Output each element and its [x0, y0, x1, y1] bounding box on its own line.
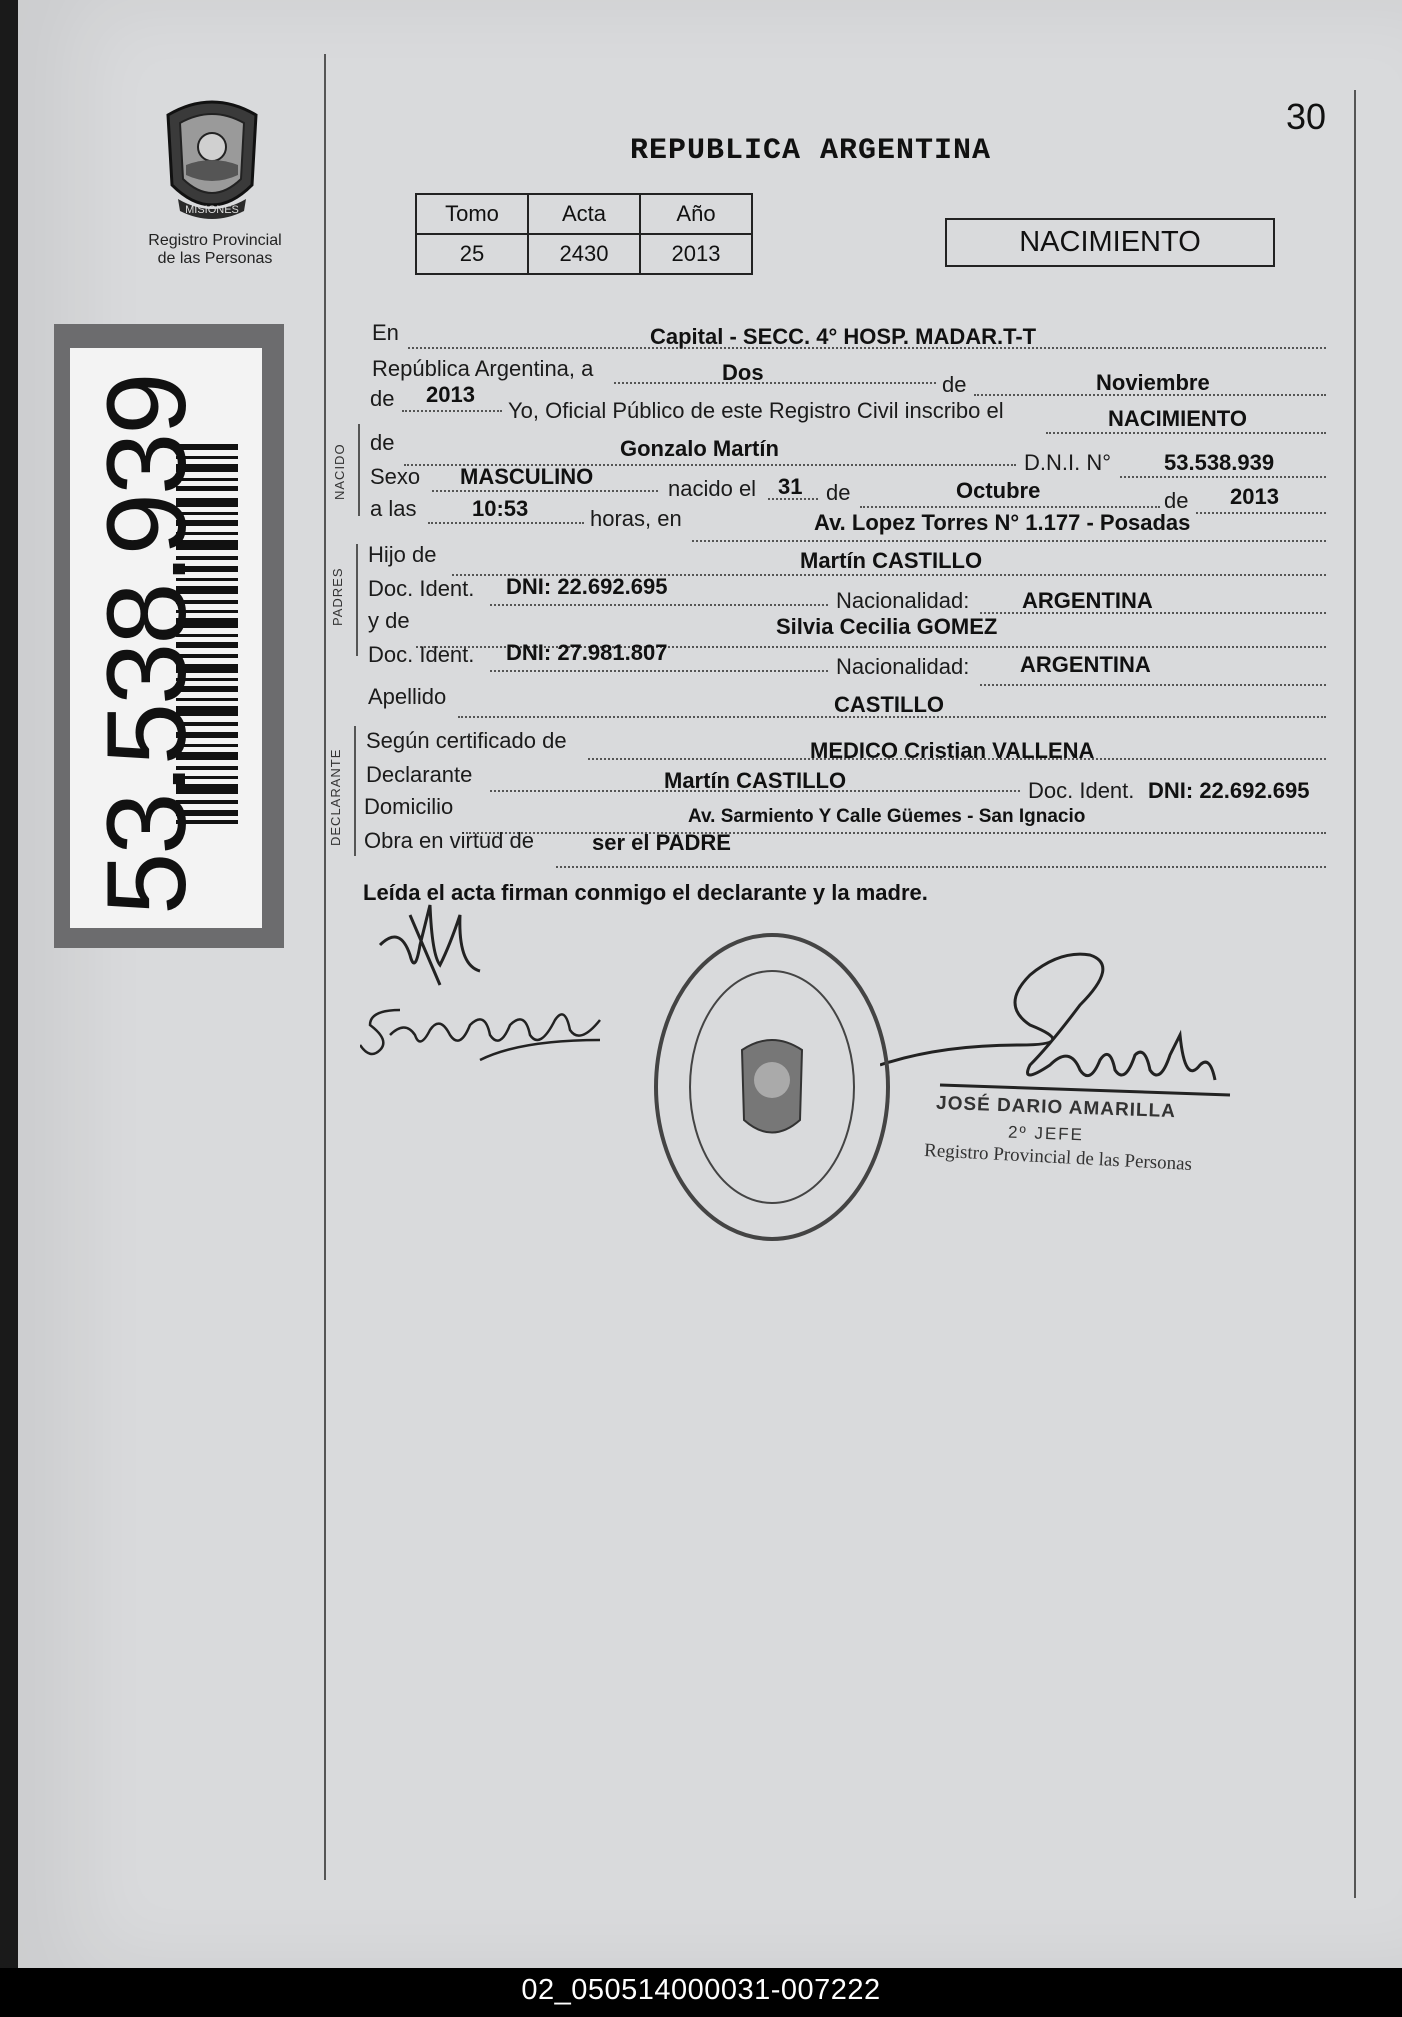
- record-type-box: NACIMIENTO: [945, 218, 1275, 267]
- logo-caption-line2: de las Personas: [157, 250, 273, 267]
- apellido-value: CASTILLO: [834, 692, 944, 717]
- doc1-label: Doc. Ident.: [368, 576, 475, 601]
- inscribo-dotted-line: [1046, 432, 1326, 434]
- mother-doc-value: DNI: 27.981.807: [506, 640, 668, 665]
- dni-label: D.N.I. N°: [1024, 450, 1112, 475]
- declarante-value: Martín CASTILLO: [664, 768, 847, 793]
- official-role: 2º JEFE: [1007, 1122, 1085, 1145]
- en-value: Capital - SECC. 4° HOSP. MADAR.T-T: [650, 324, 1037, 349]
- certificate-value: MEDICO Cristian VALLENA: [810, 738, 1095, 763]
- logo-misiones-lettering: MISIONES: [185, 204, 239, 216]
- declarante-doc-value: DNI: 22.692.695: [1148, 778, 1310, 803]
- intro-year-value: 2013: [426, 382, 475, 407]
- first-signature: [370, 885, 520, 995]
- child-name-value: Gonzalo Martín: [620, 436, 779, 461]
- section-rule-padres: [356, 544, 358, 656]
- declarante-label: Declarante: [366, 762, 473, 787]
- inscribo-value: NACIMIENTO: [1108, 406, 1247, 431]
- father-nationality-value: ARGENTINA: [1022, 588, 1153, 613]
- father-doc-value: DNI: 22.692.695: [506, 574, 668, 599]
- domicilio-value: Av. Sarmiento Y Calle Güemes - San Ignacio: [688, 806, 1086, 827]
- obra-dotted-line: [556, 866, 1326, 868]
- section-label-nacido: NACIDO: [332, 443, 347, 500]
- obra-label: Obra en virtud de: [364, 828, 534, 853]
- record-header-tomo: Tomo: [416, 194, 528, 234]
- record-table-header-row: [416, 194, 752, 234]
- intro-de2-label: de: [370, 386, 395, 411]
- official-name: JOSÉ DARIO AMARILLA: [935, 1092, 1177, 1123]
- official-stamp: [650, 930, 895, 1245]
- scan-footer-code: 02_050514000031-007222: [521, 1974, 881, 2006]
- horas-label: horas, en: [590, 506, 682, 531]
- record-value-acta: 2430: [528, 234, 640, 274]
- intro-day-value: Dos: [722, 360, 764, 385]
- apellido-label: Apellido: [368, 684, 447, 709]
- record-value-anio: 2013: [640, 234, 752, 274]
- logo-caption: [140, 232, 290, 268]
- father-name-value: Martín CASTILLO: [800, 548, 983, 573]
- domicilio-label: Domicilio: [364, 794, 454, 819]
- section-label-declarante: DECLARANTE: [328, 748, 343, 846]
- section-label-padres: PADRES: [330, 567, 345, 626]
- place-dotted-line: [692, 540, 1326, 542]
- logo-caption-line1: Registro Provincial: [148, 232, 282, 249]
- birth-month-dotted-line: [860, 506, 1160, 508]
- nac2-label: Nacionalidad:: [836, 654, 970, 679]
- decl-doc-label: Doc. Ident.: [1028, 778, 1135, 803]
- doc2-dotted-line: [490, 670, 828, 672]
- birth-month-value: Octubre: [956, 478, 1041, 503]
- hijo-label: Hijo de: [368, 542, 437, 567]
- intro-de-label: de: [942, 372, 967, 397]
- sexo-value: MASCULINO: [460, 464, 594, 489]
- nac1-label: Nacionalidad:: [836, 588, 970, 613]
- record-header-anio: Año: [640, 194, 752, 234]
- section-rule-declarante: [354, 726, 356, 856]
- birth-de2-label: de: [1164, 488, 1189, 513]
- cert-label: Según certificado de: [366, 728, 567, 753]
- official-signature: [880, 945, 1240, 1120]
- record-table: [415, 193, 753, 275]
- intro-month-value: Noviembre: [1096, 370, 1210, 395]
- alas-label: a las: [370, 496, 417, 521]
- dni-dotted-line: [1120, 476, 1326, 478]
- oficial-text: Yo, Oficial Público de este Registro Civil inscribo el: [508, 398, 1004, 423]
- section-rule-nacido: [358, 424, 360, 516]
- nacido-de-label: de: [370, 430, 395, 455]
- year-dotted-line: [402, 410, 502, 412]
- nac2-dotted-line: [980, 684, 1326, 686]
- time-dotted-line: [428, 522, 584, 524]
- day-dotted-line: [614, 382, 936, 384]
- sexo-label: Sexo: [370, 464, 421, 489]
- mother-name-value: Silvia Cecilia GOMEZ: [776, 614, 998, 639]
- en-label: En: [372, 320, 399, 345]
- record-header-acta: Acta: [528, 194, 640, 234]
- record-table-value-row: [416, 234, 752, 274]
- republica-label: República Argentina, a: [372, 356, 594, 381]
- second-signature: [360, 990, 620, 1080]
- birth-time-value: 10:53: [472, 496, 529, 521]
- doc2-label: Doc. Ident.: [368, 642, 475, 667]
- yde-label: y de: [368, 608, 410, 633]
- official-registry: Registro Provincial de las Personas: [923, 1140, 1193, 1176]
- sexo-dotted-line: [432, 490, 658, 492]
- birth-place-value: Av. Lopez Torres N° 1.177 - Posadas: [814, 510, 1191, 535]
- mother-nationality-value: ARGENTINA: [1020, 652, 1151, 677]
- doc1-dotted-line: [490, 604, 828, 606]
- birth-year-value: 2013: [1230, 484, 1279, 509]
- birth-day-value: 31: [778, 474, 803, 499]
- barcode-number: 53.538.939: [84, 374, 209, 915]
- closing-text: Leída el acta firman conmigo el declarante y la madre.: [363, 880, 928, 905]
- record-value-tomo: 25: [416, 234, 528, 274]
- misiones-coat-of-arms-logo: [158, 95, 266, 225]
- left-margin-rule: [324, 54, 326, 1880]
- birth-de-label: de: [826, 480, 851, 505]
- obra-value: ser el PADRE: [592, 830, 731, 855]
- nacido-el-label: nacido el: [668, 476, 757, 501]
- birth-year-dotted-line: [1196, 512, 1326, 514]
- child-dni-value: 53.538.939: [1164, 450, 1275, 475]
- page-number: 30: [1286, 96, 1327, 137]
- right-margin-rule: [1354, 90, 1356, 1898]
- document-title: REPUBLICA ARGENTINA: [630, 134, 992, 168]
